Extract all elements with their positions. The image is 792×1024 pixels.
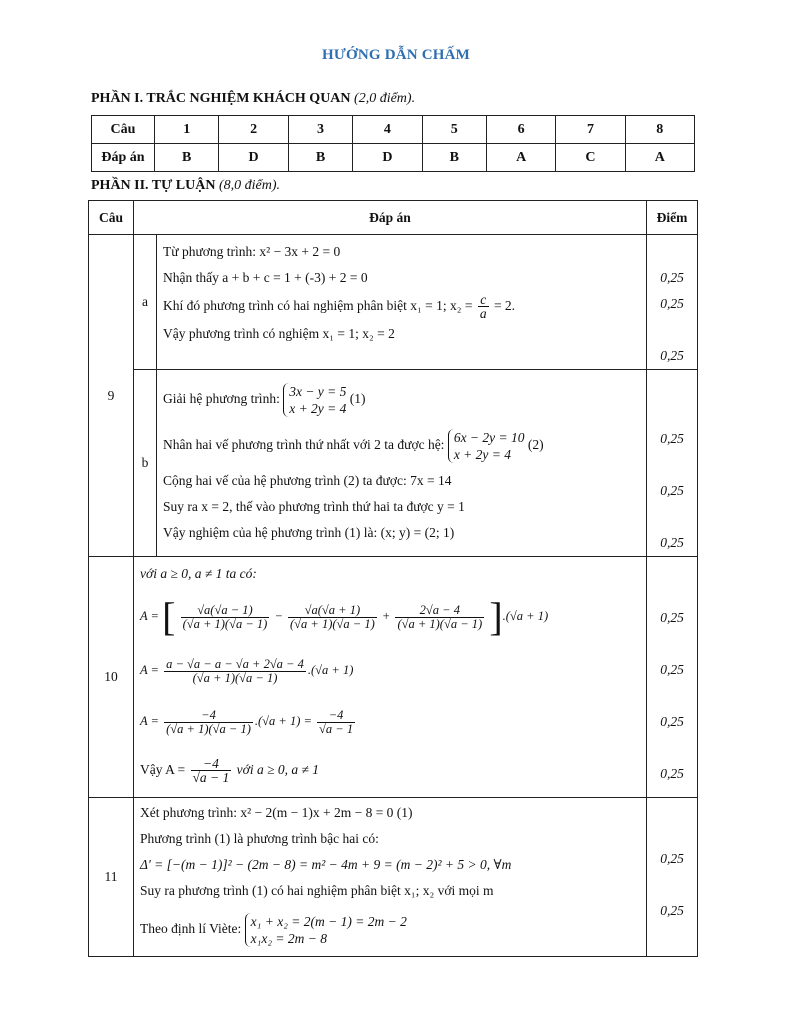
row-label-cau: Câu bbox=[92, 116, 155, 144]
q10-number: 10 bbox=[89, 557, 134, 798]
row-label-dapan: Đáp án bbox=[92, 144, 155, 172]
q9b-line: Giải hệ phương trình: 3x − y = 5 x + 2y = 4 (1) bbox=[163, 383, 366, 416]
equation-system: 6x − 2y = 10 x + 2y = 4 bbox=[448, 429, 525, 463]
q9-sub-b: b bbox=[134, 370, 157, 557]
q10-content bbox=[134, 557, 647, 798]
q9b-line: Vậy nghiệm của hệ phương trình (1) là: (x; y) = (2; 1) bbox=[163, 525, 455, 540]
q9b-row bbox=[89, 370, 698, 557]
q9-number: 9 bbox=[89, 235, 134, 557]
col-cau: Câu bbox=[89, 201, 134, 235]
part2-points: (8,0 điểm). bbox=[218, 178, 281, 193]
question-number: 2 bbox=[219, 116, 288, 144]
answer-cell: D bbox=[353, 144, 422, 172]
question-number: 5 bbox=[422, 116, 486, 144]
q9b-points: 0,25 0,25 0,25 bbox=[647, 370, 698, 557]
fraction: $\frac{-4}{√a - 1}$ bbox=[319, 707, 354, 736]
part2-heading: PHẦN II. TỰ LUẬN (8,0 điểm). bbox=[91, 178, 281, 193]
bracket-open-icon: [ bbox=[162, 594, 176, 640]
q9-sub-a: a bbox=[134, 235, 157, 370]
essay-table bbox=[88, 200, 698, 957]
question-number: 8 bbox=[625, 116, 694, 144]
q10-line: với a ≥ 0, a ≠ 1 ta có: bbox=[140, 566, 257, 581]
q11-line: Suy ra phương trình (1) có hai nghiệm phân biệt x₁; x₂ với mọi m bbox=[140, 883, 494, 898]
answer-cell: A bbox=[625, 144, 694, 172]
q9a-line: Từ phương trình: x² − 3x + 2 = 0 bbox=[163, 244, 341, 259]
q11-line: Xét phương trình: x² − 2(m − 1)x + 2m − 8 = 0 (1) bbox=[140, 805, 413, 820]
equation-system: x₁ + x₂ = 2(m − 1) = 2m − 2 x₁x₂ = 2m − 8 bbox=[245, 913, 407, 947]
q9a-line: Vậy phương trình có nghiệm x₁ = 1; x₂ = 2 bbox=[163, 326, 395, 341]
question-number: 4 bbox=[353, 116, 422, 144]
q11-row bbox=[89, 798, 698, 957]
q10-line: A = $\frac{-4}{(√a + 1)(√a - 1)}$ .(√a + 1) = $\frac{-4}{√a - 1}$ bbox=[140, 707, 354, 736]
essay-header-row bbox=[89, 201, 698, 235]
q10-points: 0,25 0,25 0,25 0,25 bbox=[647, 557, 698, 798]
question-number: 3 bbox=[288, 116, 352, 144]
q9b-line: Nhân hai vế phương trình thứ nhất với 2 ta được hệ: 6x − 2y = 10 x + 2y = 4 (2) bbox=[163, 429, 544, 462]
fraction: $\frac{c}{a}$ bbox=[479, 292, 487, 322]
fraction: $\frac{√a(√a + 1)}{(√a + 1)(√a - 1)}$ bbox=[290, 602, 375, 631]
answer-cell: B bbox=[288, 144, 352, 172]
answer-cell: B bbox=[422, 144, 486, 172]
part1-heading: PHẦN I. TRẮC NGHIỆM KHÁCH QUAN (2,0 điểm). bbox=[91, 91, 416, 106]
q9a-content bbox=[157, 235, 647, 370]
q10-line: Vậy A = $\frac{-4}{√a - 1}$ với a ≥ 0, a ≠ 1 bbox=[140, 756, 320, 786]
answer-row bbox=[92, 144, 695, 172]
answer-cell: A bbox=[486, 144, 555, 172]
q10-line: A = $\frac{a - √a - a - √a + 2√a - 4}{(√a + 1)(√a - 1)}$ .(√a + 1) bbox=[140, 656, 354, 685]
question-row bbox=[92, 116, 695, 144]
bracket-close-icon: ] bbox=[489, 594, 503, 640]
q10-line: A = [ $\frac{√a(√a - 1)}{(√a + 1)(√a - 1)}$ − $\frac{√a(√a + 1)}{(√a + 1)(√a - 1)}$ + $\frac{2√a - 4}{(√a + 1)(√a - 1)}$ ].(√a + 1) bbox=[140, 594, 549, 640]
question-number: 6 bbox=[486, 116, 555, 144]
equation-system: 3x − y = 5 x + 2y = 4 bbox=[283, 383, 346, 417]
page-title: HƯỚNG DẪN CHẤM bbox=[321, 47, 471, 63]
q9a-line: Nhận thấy a + b + c = 1 + (-3) + 2 = 0 bbox=[163, 270, 368, 285]
q11-line: Theo định lí Viète: x₁ + x₂ = 2(m − 1) = 2m − 2 x₁x₂ = 2m − 8 bbox=[140, 913, 407, 946]
fraction: $\frac{-4}{√a - 1}$ bbox=[192, 756, 230, 786]
q9b-line: Cộng hai vế của hệ phương trình (2) ta được: 7x = 14 bbox=[163, 473, 452, 488]
fraction: $\frac{2√a - 4}{(√a + 1)(√a - 1)}$ bbox=[397, 602, 483, 631]
fraction: $\frac{-4}{(√a + 1)(√a - 1)}$ bbox=[166, 707, 251, 736]
q9b-content bbox=[157, 370, 647, 557]
q9a-row bbox=[89, 235, 698, 370]
answer-cell: C bbox=[556, 144, 625, 172]
fraction: $\frac{a - √a - a - √a + 2√a - 4}{(√a + 1)(√a - 1)}$ bbox=[166, 656, 304, 685]
part1-points: (2,0 điểm). bbox=[354, 91, 416, 106]
q10-row bbox=[89, 557, 698, 798]
col-diem: Điểm bbox=[647, 201, 698, 235]
answer-key-table bbox=[91, 115, 695, 172]
q11-content bbox=[134, 798, 647, 957]
q11-points: 0,25 0,25 bbox=[647, 798, 698, 957]
q9b-line: Suy ra x = 2, thế vào phương trình thứ hai ta được y = 1 bbox=[163, 499, 465, 514]
q9a-line: Khí đó phương trình có hai nghiệm phân biệt x₁ = 1; x₂ = $\frac{c}{a}$ = 2. bbox=[163, 292, 516, 322]
answer-cell: B bbox=[155, 144, 219, 172]
fraction: $\frac{√a(√a - 1)}{(√a + 1)(√a - 1)}$ bbox=[182, 602, 268, 631]
question-number: 1 bbox=[155, 116, 219, 144]
q11-line: Δ' = [−(m − 1)]² − (2m − 8) = m² − 4m + 9 = (m − 2)² + 5 > 0, ∀m bbox=[140, 857, 512, 872]
col-dapan: Đáp án bbox=[134, 201, 647, 235]
q11-number: 11 bbox=[89, 798, 134, 957]
q9a-points: 0,25 0,25 0,25 bbox=[647, 235, 698, 370]
q11-line: Phương trình (1) là phương trình bậc hai có: bbox=[140, 831, 379, 846]
answer-cell: D bbox=[219, 144, 288, 172]
question-number: 7 bbox=[556, 116, 625, 144]
